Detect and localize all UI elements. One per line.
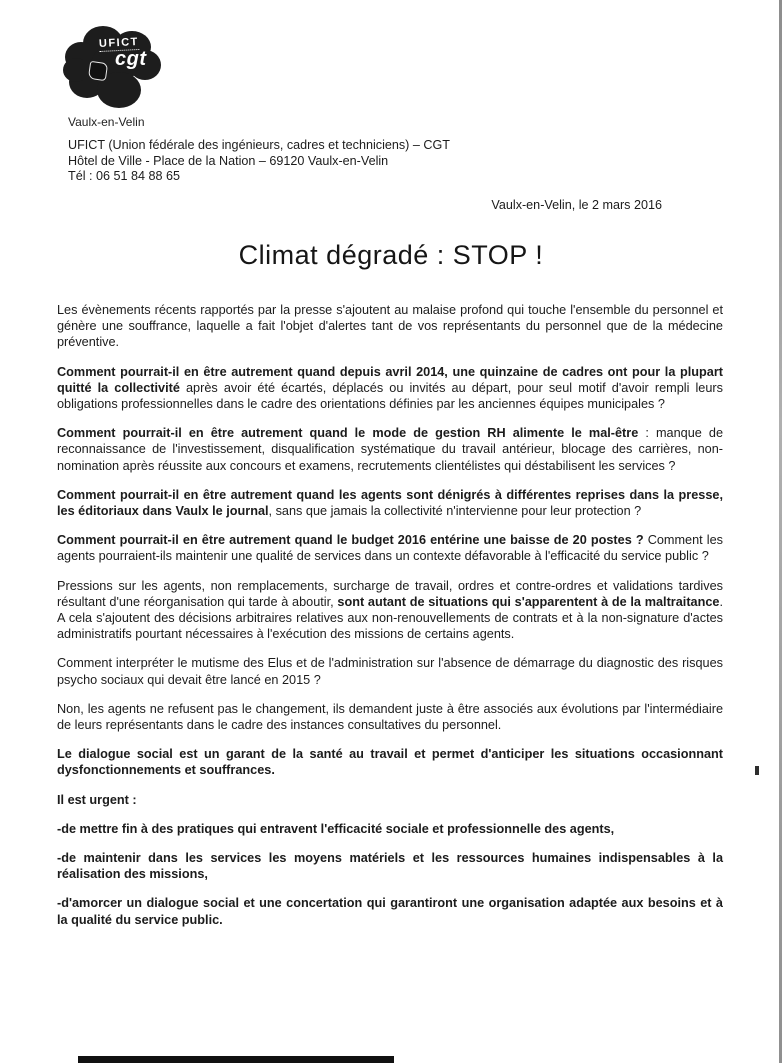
bold-run: -d'amorcer un dialogue social et une concertation qui garantiront une organisation adaptée aux besoins et à la qualité du service public. [57, 896, 723, 927]
logo-ufict-text: UFICT [98, 35, 140, 51]
cgt-logo [63, 26, 165, 112]
text-run: après avoir été écartés, déplacés ou invités au départ, pour seul motif d'avoir rempli leurs obligations professionnelles dans le cadre des orientations définies par les anciennes équipes municipales ? [57, 380, 723, 412]
bold-run: sont autant de situations qui s'apparentent à de la maltraitance [337, 594, 720, 609]
bold-run: Il est urgent : [57, 792, 137, 807]
list-item-moyens [57, 850, 723, 882]
paragraph-dialogue-social [57, 746, 723, 778]
paragraph-urgent [57, 792, 723, 808]
list-item-concertation [57, 895, 723, 927]
paragraph-pressions [57, 578, 723, 643]
text-run: . A cela s'ajoutent des décisions arbitraires relatives aux non-renouvellements de contrats et à la non-signature d'actes administratifs pourtant nécessaires à l'exécution des missions de certains agents. [57, 594, 724, 642]
bold-run: Comment pourrait-il en être autrement quand le budget 2016 entérine une baisse de 20 postes ? [57, 533, 644, 548]
letter-body [57, 302, 723, 941]
france-map-icon [88, 61, 108, 81]
text-run: , sans que jamais la collectivité n'intervienne pour leur protection ? [268, 504, 642, 519]
text-run: : manque de reconnaissance de l'investissement, disqualification systématique du travail antérieur, blocage des carrières, non-nomination après réussite aux concours et examens, recrutements clientélistes qui déstabilisent les services ? [57, 426, 724, 473]
bold-run: Le dialogue social est un garant de la santé au travail et permet d'anticiper les situations occasionnant dysfonctionnements et souffrances. [57, 747, 723, 778]
paragraph-budget [57, 532, 723, 564]
logo-blob-shape [63, 58, 89, 82]
paragraph-gestion-rh [57, 425, 723, 474]
logo-caption: Vaulx-en-Velin [68, 115, 145, 129]
paragraph-changement [57, 701, 723, 733]
text-run: Comment les agents pourraient-ils maintenir une qualité de services dans un contexte défavorable à l'efficacité du service public ? [57, 533, 724, 564]
bold-run: Comment pourrait-il en être autrement quand depuis avril 2014, une quinzaine de cadres ont pour la plupart quitté la collectivité [57, 364, 723, 395]
text-run: Non, les agents ne refusent pas le changement, ils demandent juste à être associés aux évolutions par l'intermédiaire de leurs représentants dans le cadre des instances consultatives du personnel. [57, 701, 723, 733]
dateline: Vaulx-en-Velin, le 2 mars 2016 [491, 198, 662, 212]
address-line-2: Hôtel de Ville - Place de la Nation – 69120 Vaulx-en-Velin [68, 153, 389, 168]
bold-run: -de maintenir dans les services les moyens matériels et les ressources humaines indispensables à la réalisation des missions, [57, 851, 723, 882]
sender-address [68, 138, 450, 185]
text-run: Les évènements récents rapportés par la presse s'ajoutent au malaise profond qui touche l'ensemble du personnel et génère une souffrance, laquelle a fait l'objet d'alertes tant de vos représentants du personnel que de la médecine préventive. [57, 303, 723, 350]
paragraph-cadres [57, 364, 723, 413]
paragraph-denigrement [57, 487, 723, 519]
letter-title: Climat dégradé : STOP ! [238, 240, 544, 270]
address-line-1: UFICT (Union fédérale des ingénieurs, cadres et techniciens) – CGT [68, 138, 450, 152]
address-line-3: Tél : 06 51 84 88 65 [68, 169, 181, 184]
bold-run: Comment pourrait-il en être autrement quand le mode de gestion RH alimente le mal-être [57, 426, 639, 441]
scan-artifact-bottom-bar [78, 1056, 394, 1063]
paragraph-intro [57, 302, 723, 351]
paragraph-mutisme [57, 655, 723, 687]
list-item-pratiques [57, 821, 723, 837]
text-run: Pressions sur les agents, non remplacements, surcharge de travail, ordres et contre-ordres et validations tardives résultant d'une réorganisation qui tarde à aboutir, [57, 578, 723, 609]
scan-artifact-speck [755, 766, 759, 775]
bold-run: Comment pourrait-il en être autrement quand les agents sont dénigrés à différentes reprises dans la presse, les éditoriaux dans Vaulx le journal [57, 487, 723, 519]
bold-run: -de mettre fin à des pratiques qui entravent l'efficacité sociale et professionnelle des agents, [57, 821, 615, 836]
text-run: Comment interpréter le mutisme des Elus et de l'administration sur l'absence de démarrage du diagnostic des risques psycho sociaux qui devait être lancé en 2015 ? [57, 656, 723, 687]
logo-cgt-text: cgt [115, 48, 147, 70]
